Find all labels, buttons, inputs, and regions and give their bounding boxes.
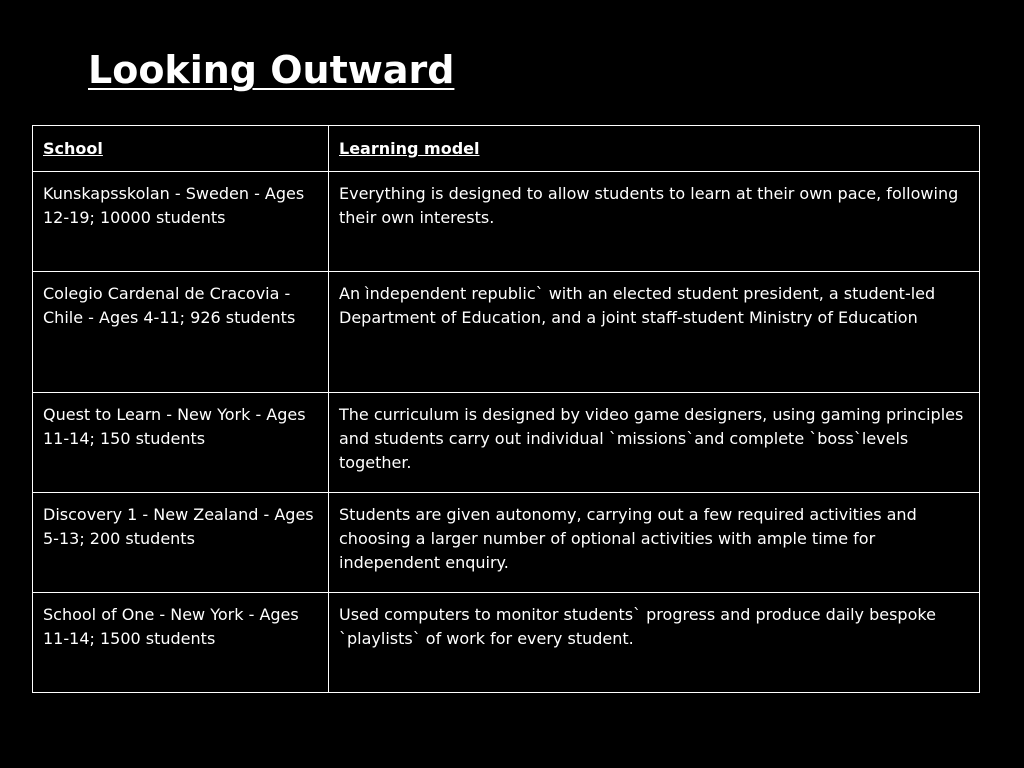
school-cell: Kunskapsskolan - Sweden - Ages 12-19; 10000 students	[33, 172, 329, 272]
table-row	[33, 172, 980, 272]
schools-table	[32, 125, 980, 693]
table-row	[33, 272, 980, 393]
school-cell: Colegio Cardenal de Cracovia - Chile - Ages 4-11; 926 students	[33, 272, 329, 393]
school-cell: Discovery 1 - New Zealand - Ages 5-13; 200 students	[33, 493, 329, 593]
header-learning-model: Learning model	[329, 126, 980, 172]
school-cell: School of One - New York - Ages 11-14; 1500 students	[33, 593, 329, 693]
table-row	[33, 393, 980, 493]
learning-model-cell: The curriculum is designed by video game designers, using gaming principles and students carry out individual `missions`and complete `boss`levels together.	[329, 393, 980, 493]
learning-model-cell: Students are given autonomy, carrying out a few required activities and choosing a larger number of optional activities with ample time for independent enquiry.	[329, 493, 980, 593]
school-cell: Quest to Learn - New York - Ages 11-14; 150 students	[33, 393, 329, 493]
learning-model-cell: Used computers to monitor students` progress and produce daily bespoke `playlists` of work for every student.	[329, 593, 980, 693]
header-school: School	[33, 126, 329, 172]
learning-model-cell: An ìndependent republic` with an elected student president, a student-led Department of Education, and a joint staff-student Ministry of Education	[329, 272, 980, 393]
table-row	[33, 593, 980, 693]
learning-model-cell: Everything is designed to allow students to learn at their own pace, following their own interests.	[329, 172, 980, 272]
table-header-row	[33, 126, 980, 172]
table-row	[33, 493, 980, 593]
slide-title: Looking Outward	[88, 48, 455, 92]
